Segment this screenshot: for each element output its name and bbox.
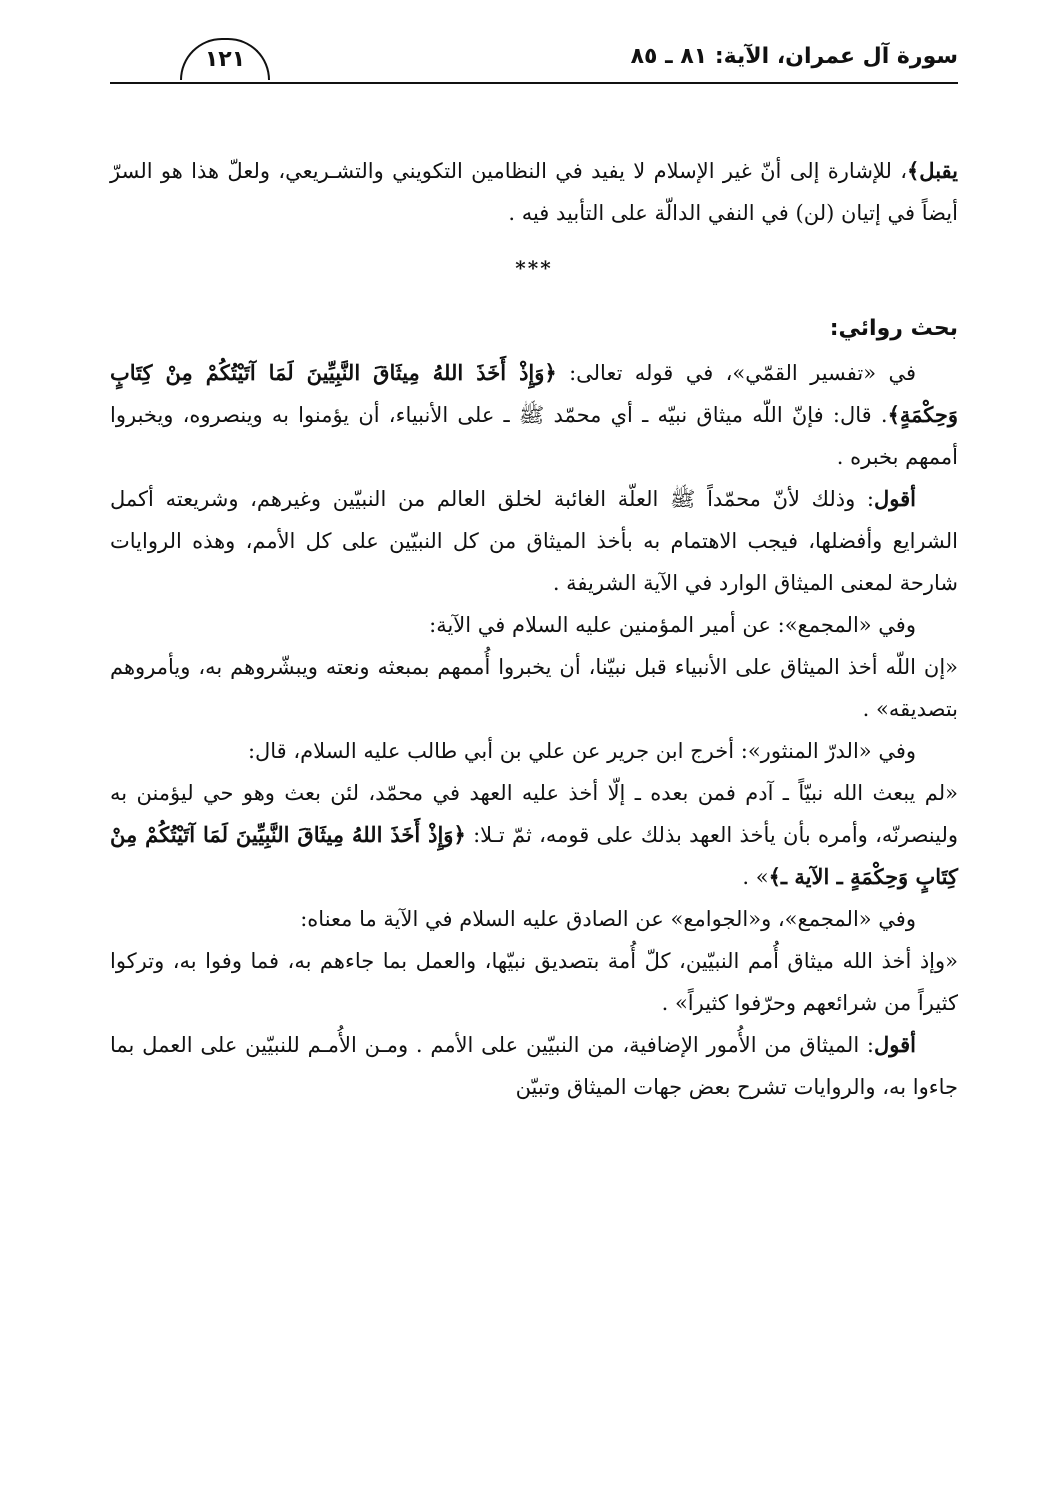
page-header xyxy=(110,38,958,82)
paragraph-10-lead: أقول xyxy=(874,1032,916,1057)
paragraph-10-text: : الميثاق من الأُمور الإضافية، من النبيّين على الأمم . ومـن الأُمـم للنبيّين على العمل بما جاءوا به، والروايات تشرح بعض جهات الميثاق وتبيّن xyxy=(110,1033,958,1099)
paragraph-2 xyxy=(110,352,958,478)
header-rule xyxy=(110,82,958,84)
paragraph-7-text: «لم يبعث الله نبيّاً ـ آدم فمن بعده ـ إلّا أخذ عليه العهد في محمّد، لئن بعث وهو حي ليؤمنن به ولينصرنّه، وأمره بأن يأخذ العهد بذلك على قومه، ثمّ تـلا: xyxy=(110,781,958,847)
section-separator: *** xyxy=(515,256,553,280)
paragraph-2-intro: في «تفسير القمّي»، في قوله تعالى: xyxy=(569,361,916,385)
paragraph-7-end: » . xyxy=(742,865,769,889)
paragraph-1-lead: يقبل﴾ xyxy=(906,158,958,183)
paragraph-5-quote: «إن اللّه أخذ الميثاق على الأنبياء قبل نبيّنا، أن يخبروا أُممهم بمبعثه ونعته ويبشّروهم به، ويأمروهم بتصديقه» . xyxy=(110,655,958,721)
quran-verse-1: ﴿وَإِذْ أَخَذَ اللهُ مِيثَاقَ النَّبِيِّينَ لَمَا آتَيْتُكُمْ مِنْ كِتَابٍ وَحِكْمَةٍ﴾ xyxy=(110,360,958,427)
quran-verse-2: ﴿وَإِذْ أَخَذَ اللهُ مِيثَاقَ النَّبِيِّينَ لَمَا آتَيْتُكُمْ مِنْ كِتَابٍ وَحِكْمَةٍ ـ الآية ـ﴾ xyxy=(110,822,958,889)
paragraph-1 xyxy=(110,150,958,234)
paragraph-9-quote: «وإذ أخذ الله ميثاق أُمم النبيّين، كلّ أُمة بتصديق نبيّها، والعمل بما جاءهم به، فما وفوا به، وتركوا كثيراً من شرائعهم وحرّفوا كثيراً» . xyxy=(110,949,958,1015)
running-title: سورة آل عمران، الآية: ٨١ ـ ٨٥ xyxy=(630,44,958,69)
paragraph-6: وفي «الدرّ المنثور»: أخرج ابن جرير عن علي بن أبي طالب عليه السلام، قال: xyxy=(247,739,916,763)
section-heading: بحث روائي: xyxy=(829,316,958,341)
page-number: ١٢١ xyxy=(180,38,270,80)
body-text xyxy=(110,150,958,1108)
paragraph-4: وفي «المجمع»: عن أمير المؤمنين عليه السلام في الآية: xyxy=(429,613,916,637)
paragraph-8: وفي «المجمع»، و«الجوامع» عن الصادق عليه السلام في الآية ما معناه: xyxy=(300,907,916,931)
paragraph-7-quote xyxy=(110,772,958,898)
paragraph-1-text: ، للإشارة إلى أنّ غير الإسلام لا يفيد في النظامين التكويني والتشـريعي، ولعلّ هذا هو السرّ أيضاً في إتيان (لن) في النفي الدالّة على التأبيد فيه . xyxy=(110,159,958,225)
paragraph-2-text: . قال: فإنّ اللّه ميثاق نبيّه ـ أي محمّد ﷺ ـ على الأنبياء، أن يؤمنوا به وينصروه، ويخبروا أممهم بخبره . xyxy=(110,403,958,469)
paragraph-3-lead: أقول xyxy=(874,486,916,511)
paragraph-3 xyxy=(110,478,958,604)
paragraph-3-text: : وذلك لأنّ محمّداً ﷺ العلّة الغائبة لخلق العالم من النبيّين وغيرهم، وشريعته أكمل الشرايع وأفضلها، فيجب الاهتمام به بأخذ الميثاق من كل النبيّين على كل الأمم، وهذه الروايات شارحة لمعنى الميثاق الوارد في الآية الشريفة . xyxy=(110,487,958,595)
paragraph-10 xyxy=(110,1024,958,1108)
